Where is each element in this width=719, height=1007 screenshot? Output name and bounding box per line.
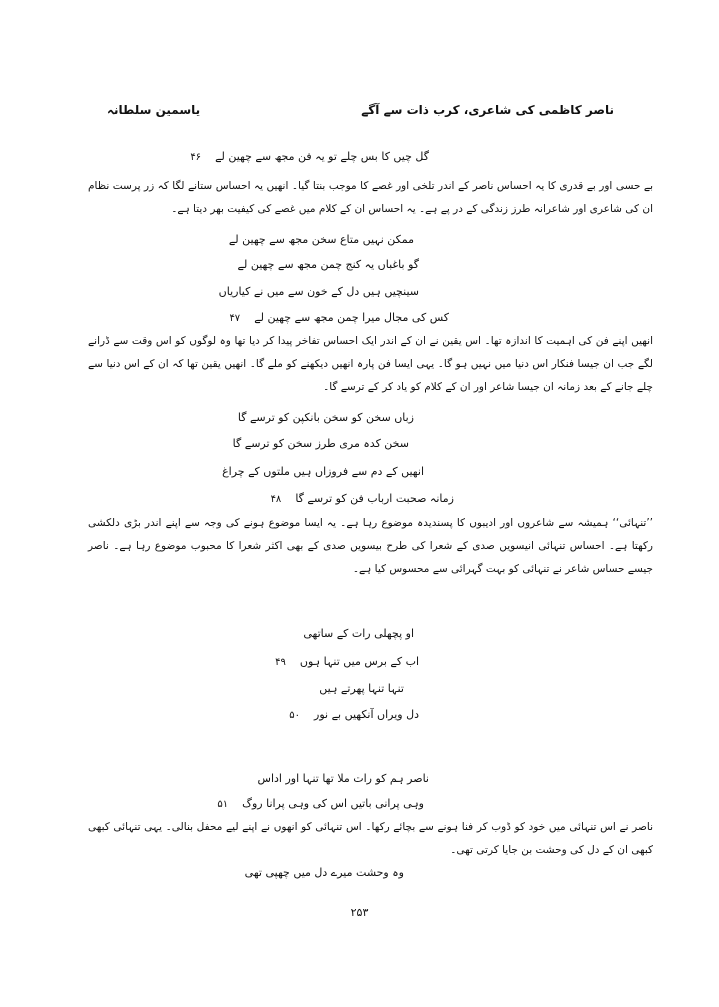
page-number: ۲۵۳: [350, 906, 369, 919]
verse-line: [303, 627, 414, 640]
verse-line: [258, 772, 429, 785]
verse-text: ممکن نہیں متاع سخن مجھ سے چھین لے: [228, 233, 414, 246]
footnote-ref: ۴۸: [270, 494, 282, 505]
verse-text: وہی پرانی باتیں اس کی وہی پرانا روگ: [242, 797, 424, 810]
footnote-ref: ۴۷: [229, 313, 241, 324]
footnote-ref: ۵۱: [217, 799, 229, 810]
verse-line: [275, 655, 419, 668]
verse-line: [271, 492, 454, 505]
verse-line: [289, 708, 419, 721]
paragraph: بے حسی اور بے قدری کا یہ احساس ناصر کے اندر تلخی اور غصے کا موجب بنتا گیا۔ انھیں یہ احساس ستانے لگا کہ زر پرست نظام ان کی شاعری اور شاعرانہ طرز زندگی کے در پے ہے۔ یہ احساس ان کے کلام میں غصے کی کیفیت بھر دیتا ہے۔: [88, 180, 653, 215]
paragraph: انھیں اپنے فن کی اہمیت کا اندازہ تھا۔ اس یقین نے ان کے اندر ایک احساس تفاخر پیدا کر دیا تھا وہ لوگوں کو اس وقت سے ڈرانے لگے جب ان جیسا فنکار اس دنیا میں نہیں ہو گا۔ یہی ایسا فن پارہ انھیں دیکھنے کو ملے گا۔ انھیں یقین تھا کہ ان کے اس دنیا سے چلے جانے کے بعد زمانہ ان جیسا شاعر اور ان کے کلام کو یاد کر کے ترسے گا۔: [88, 335, 653, 393]
verse-line: [319, 682, 404, 695]
verse-text: دل ویراں آنکھیں بے نور: [314, 708, 419, 721]
verse-line: [233, 437, 409, 450]
header-author: یاسمین سلطانہ: [107, 103, 201, 117]
verse-line: [217, 797, 424, 810]
verse-text: کس کی مجال میرا چمن مجھ سے چھین لے: [254, 311, 449, 324]
verse-line: [219, 285, 419, 298]
verse-line: [238, 258, 419, 271]
verse-line: [245, 866, 404, 879]
verse-text: او پچھلی رات کے ساتھی: [303, 627, 414, 640]
verse-text: انھیں کے دم سے فروزاں ہیں ملتوں کے چراغ: [222, 465, 424, 478]
footnote-ref: ۵۰: [289, 710, 301, 721]
paragraph: ناصر نے اس تنہائی میں خود کو ڈوب کر فنا ہونے سے بچائے رکھا۔ اس تنہائی کو انھوں نے اپنے لیے محفل بنالی۔ یہی تنہائی کبھی کبھی ان کے دل کی وحشت بن جایا کرتی تھی۔: [88, 821, 653, 856]
verse-text: سخن کدہ مری طرز سخن کو ترسے گا: [232, 437, 409, 450]
verse-line: [229, 233, 414, 246]
footnote-ref: ۴۶: [190, 152, 202, 163]
verse-text: اب کے برس میں تنہا ہوں: [299, 655, 419, 668]
verse-line: [238, 411, 414, 424]
verse-line: [229, 311, 449, 324]
verse-text: وہ وحشت میرے دل میں چھپی تھی: [244, 866, 404, 879]
verse-text: زمانہ صحبت ارباب فن کو ترسے گا: [295, 492, 454, 505]
verse-text: سینچیں ہیں دل کے خون سے میں نے کیاریاں: [218, 285, 419, 298]
verse-line: [190, 150, 429, 163]
verse-text: گل چیں کا بس چلے تو یہ فن مجھ سے چھین لے: [215, 150, 429, 163]
verse-text: تنہا تنہا پھرتے ہیں: [319, 682, 404, 695]
header-title: ناصر کاظمی کی شاعری، کرب ذات سے آگے: [361, 103, 614, 117]
footnote-ref: ۴۹: [275, 657, 286, 668]
verse-text: زباں سخن کو سخن بانکپن کو ترسے گا: [237, 411, 414, 424]
verse-text: گو باغباں یہ کنج چمن مجھ سے چھین لے: [237, 258, 419, 271]
verse-text: ناصر ہم کو رات ملا تھا تنہا اور اداس: [257, 772, 429, 785]
paragraph: ’’تنہائی‘‘ ہمیشہ سے شاعروں اور ادیبوں کا پسندیدہ موضوع رہا ہے۔ یہ ایسا موضوع ہونے کی وجہ سے اپنے اندر بڑی دلکشی رکھتا ہے۔ احساس تنہائی انیسویں صدی کے شعرا کی طرح بیسویں صدی کے بھی اکثر شعرا کا محبوب موضوع رہا ہے۔ ناصر جیسے حساس شاعر نے تنہائی کو بہت گہرائی سے محسوس کیا ہے۔: [88, 517, 653, 575]
verse-line: [222, 465, 424, 478]
